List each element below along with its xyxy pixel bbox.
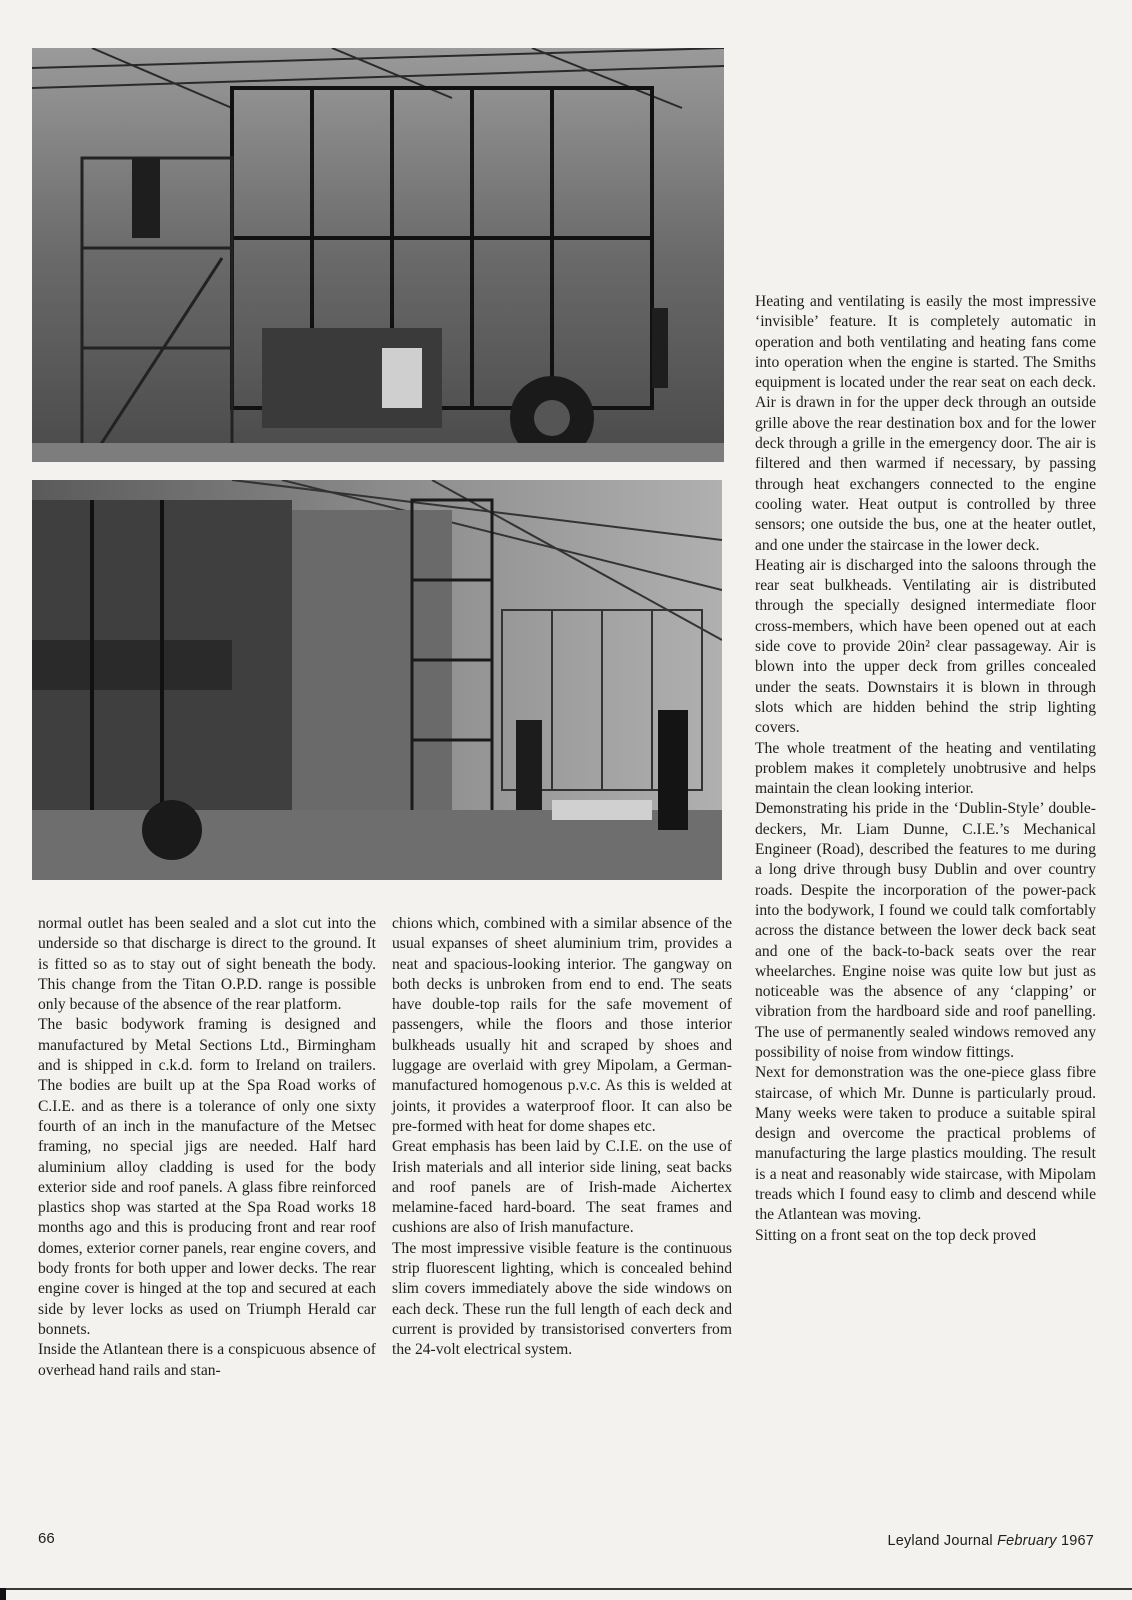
bottom-edge-rule: [0, 1588, 1132, 1590]
photo-bus-frame-assembly: [32, 48, 724, 462]
photo-assembly-hall: [32, 480, 722, 880]
issue-month: February: [997, 1533, 1057, 1549]
paragraph: The most impressive visible feature is the continuous strip fluorescent lighting, which is concealed behind slim covers immediately above the side windows on each deck. These run the full length of each deck and current is provided by transistorised converters from the 24-volt electrical system.: [392, 1239, 732, 1359]
paragraph: Great emphasis has been laid by C.I.E. on the use of Irish materials and all interior side lining, seat backs and roof panels are of Irish-made Aichertex melamine-faced hard-board. The seat frames and cushions are also of Irish manufacture.: [392, 1138, 732, 1237]
paragraph: Demonstrating his pride in the ‘Dublin-Style’ double-deckers, Mr. Liam Dunne, C.I.E.’s Mechanical Engineer (Road), described the features to me during a long drive through busy Dublin and over country roads. Despite the incorporation of the power-pack into the bodywork, I found we could talk comfortably across the distance between the lower deck back seat and one of the back-to-back seats over the rear wheelarches. Engine noise was quite low but just as noticeable was the absence of any ‘clapping’ or vibration from the hardboard side and roof panelling. The use of permanently sealed windows removed any possibility of noise from window fittings.: [755, 800, 1096, 1061]
paragraph: Next for demonstration was the one-piece glass fibre staircase, of which Mr. Dunne is particularly proud. Many weeks were taken to produce a suitable spiral design and overcome the practical problems of manufacturing the large plastics moulding. The result is a neat and reasonably wide staircase, with Mipolam treads which I found easy to climb and descend while the Atlantean was moving.: [755, 1064, 1096, 1224]
journal-name: Leyland Journal: [887, 1533, 993, 1549]
journal-footer: [887, 1533, 1094, 1549]
paragraph: normal outlet has been sealed and a slot cut into the underside so that discharge is direct to the ground. It is fitted so as to stay out of sight beneath the body. This change from the Titan O.P.D. range is possible only because of the absence of the rear platform.: [38, 915, 376, 1014]
text-column-1: [38, 914, 376, 1381]
paragraph: Heating air is discharged into the saloons through the rear seat bulkheads. Ventilating air is distributed through the specially designed intermediate floor cross-members, which have been opened out at each side cove to provide 20in² clear passageway. Air is blown into the upper deck from grilles concealed under the seats. Downstairs it is blown in through slots which are hidden behind the strip lighting covers.: [755, 556, 1096, 737]
paragraph: The whole treatment of the heating and ventilating problem makes it completely unobtrusive and helps maintain the clean looking interior.: [755, 739, 1096, 798]
corner-mark: [0, 1588, 6, 1600]
text-column-2: [392, 914, 732, 1361]
page-number: 66: [38, 1530, 55, 1547]
text-column-3: [755, 292, 1096, 1246]
paragraph: The basic bodywork framing is designed and manufactured by Metal Sections Ltd., Birmingham and is shipped in c.k.d. form to Ireland on trailers. The bodies are built up at the Spa Road works of C.I.E. and as there is a tolerance of only one sixty fourth of an inch in the manufacture of the Metsec framing, no special jigs are needed. Half hard aluminium alloy cladding is used for the body exterior side and roof panels. A glass fibre reinforced plastics shop was started at the Spa Road works 18 months ago and this is producing front and rear roof domes, exterior corner panels, rear engine covers, and body fronts for both upper and lower decks. The rear engine cover is hinged at the top and secured at each side by lever locks as used on Triumph Herald car bonnets.: [38, 1016, 376, 1338]
paragraph: Heating and ventilating is easily the most impressive ‘invisible’ feature. It is completely automatic in operation and both ventilating and heating fans come into operation when the engine is started. The Smiths equipment is located under the rear seat on each deck. Air is drawn in for the upper deck through an outside grille above the rear destination box and for the lower deck through a grille in the emergency door. The air is filtered and then warmed if necessary, by passing through heat exchangers connected to the engine cooling water. Heat output is controlled by three sensors; one outside the bus, one at the heater outlet, and one under the staircase in the lower deck.: [755, 293, 1096, 554]
paragraph: Sitting on a front seat on the top deck proved: [755, 1226, 1037, 1244]
paragraph: Inside the Atlantean there is a conspicuous absence of overhead hand rails and stan-: [38, 1341, 376, 1379]
issue-year: 1967: [1060, 1533, 1094, 1549]
paragraph: chions which, combined with a similar absence of the usual expanses of sheet aluminium trim, provides a neat and spacious-looking interior. The gangway on both decks is unbroken from end to end. The seats have double-top rails for the safe movement of passengers, while the floors and those interior bulkheads usually hit and scraped by shoes and luggage are overlaid with grey Mipolam, a German-manufactured homogenous p.v.c. As this is welded at joints, it provides a waterproof floor. It can also be pre-formed with heat for dome shapes etc.: [392, 915, 732, 1135]
